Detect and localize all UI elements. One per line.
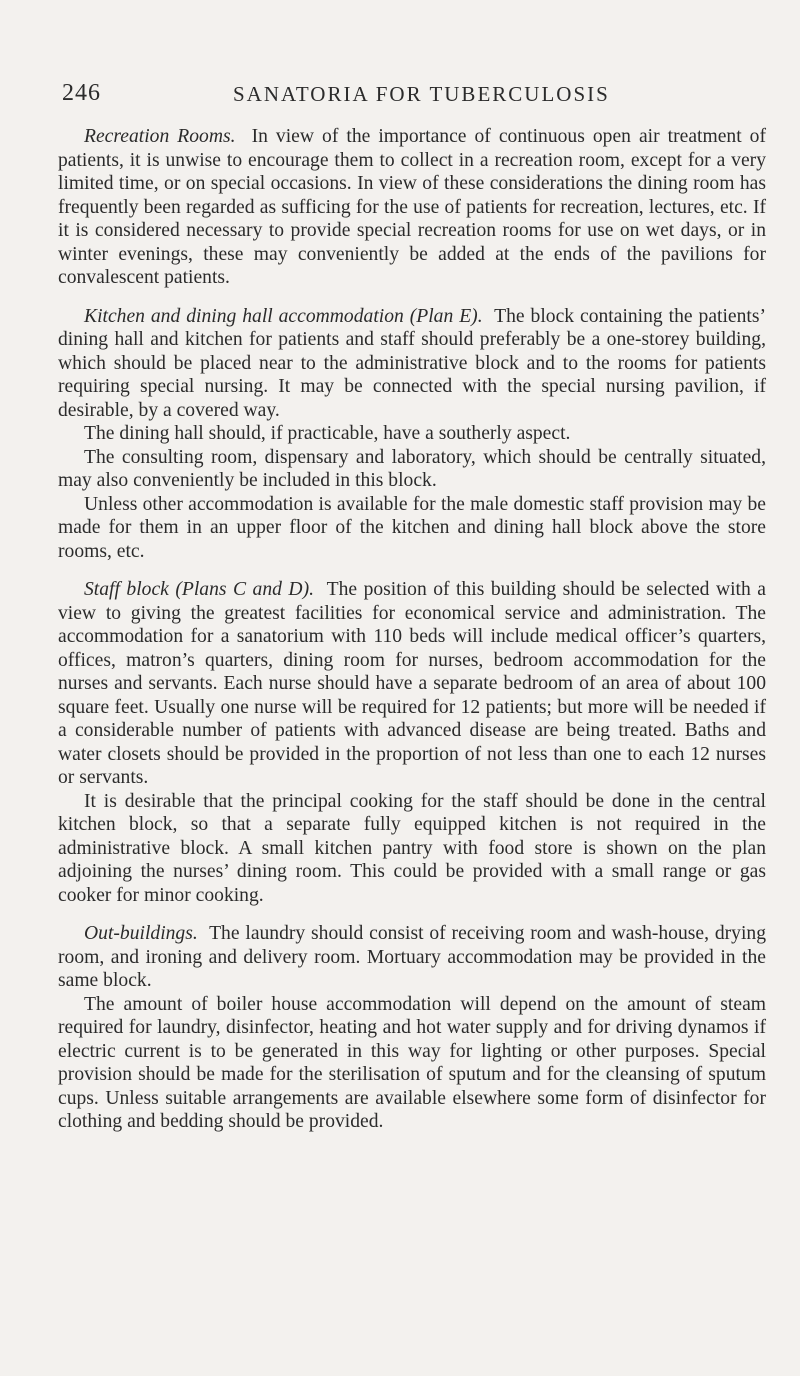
section-lead-recreation-rooms: Recreation Rooms. bbox=[84, 126, 236, 147]
paragraph-kitchen-dining bbox=[58, 305, 766, 423]
page-number: 246 bbox=[62, 80, 101, 106]
section-lead-staff-block: Staff block (Plans C and D). bbox=[84, 579, 314, 600]
paragraph-boiler-house: The amount of boiler house accommodation will depend on the amount of steam required for laundry, disinfector, heating and hot water supply and for driving dynamos if electric current is to be generated in this way for lighting or other purposes. Special provision should be made for the sterilisation of sputum and for the cleansing of sputum cups. Unless suitable arrangements are available elsewhere some form of disinfector for clothing and bedding should be provided. bbox=[58, 993, 766, 1132]
paragraph-recreation-rooms bbox=[58, 125, 766, 290]
running-title: SANATORIA FOR TUBERCULOSIS bbox=[233, 82, 610, 106]
paragraph-staff-cooking: It is desirable that the principal cooking for the staff should be done in the central kitchen block, so that a separate fully equipped kitchen is not required in the administrative block. A small kitchen pantry with food store is shown on the plan adjoining the nurses’ dining room. This could be provided with a small range or gas cooker for minor cooking. bbox=[58, 790, 766, 906]
paragraph-text: The position of this building should be selected with a view to giving the greatest facilities for economical service and administration. The accommodation for a sanatorium with 110 beds will include medical officer’s quarters, offices, matron’s quarters, dining room for nurses, bedroom accommodation for the nurses and servants. Each nurse should have a separate bedroom of an area of about 100 square feet. Usually one nurse will be required for 12 patients; but more will be needed if a considerable number of patients with advanced disease are being treated. Baths and water closets should be provided in the proportion of not less than one to each 12 nurses or servants. bbox=[58, 579, 766, 788]
section-lead-out-buildings: Out-buildings. bbox=[84, 923, 198, 944]
section-lead-kitchen-dining: Kitchen and dining hall accommodation (Plan E). bbox=[84, 305, 483, 327]
paragraph-staff-block bbox=[58, 578, 766, 790]
page-header bbox=[58, 80, 742, 114]
paragraph-text: The laundry should consist of receiving room and wash-house, drying room, and ironing and delivery room. Mortuary accommodation may be provided in the same block. bbox=[58, 923, 766, 991]
paragraph-out-buildings bbox=[58, 922, 766, 993]
paragraph-male-staff: Unless other accommodation is available for the male domestic staff provision may be made for them in an upper floor of the kitchen and dining hall block above the store rooms, etc. bbox=[58, 493, 766, 562]
body-text bbox=[58, 125, 766, 1134]
paragraph-dining-aspect: The dining hall should, if practicable, have a southerly aspect. bbox=[84, 423, 571, 444]
paragraph-consulting-room: The consulting room, dispensary and laboratory, which should be centrally situated, may also conveniently be included in this block. bbox=[58, 446, 766, 491]
paragraph-text: The block containing the patients’ dining hall and kitchen for patients and staff should preferably be a one-storey building, which should be placed near to the administrative block and to the rooms for patients requiring special nursing. It may be connected with the special nursing pavilion, if desirable, by a covered way. bbox=[58, 305, 766, 421]
paragraph-text: In view of the importance of continuous open air treatment of patients, it is unwise to encourage them to collect in a recreation room, except for a very limited time, or on special occasions. In view of these considerations the dining room has frequently been regarded as sufficing for the use of patients for recreation, lectures, etc. If it is considered necessary to provide special recreation rooms for use on wet days, or in winter evenings, these may conveniently be added at the ends of the pavilions for convalescent patients. bbox=[58, 126, 767, 288]
